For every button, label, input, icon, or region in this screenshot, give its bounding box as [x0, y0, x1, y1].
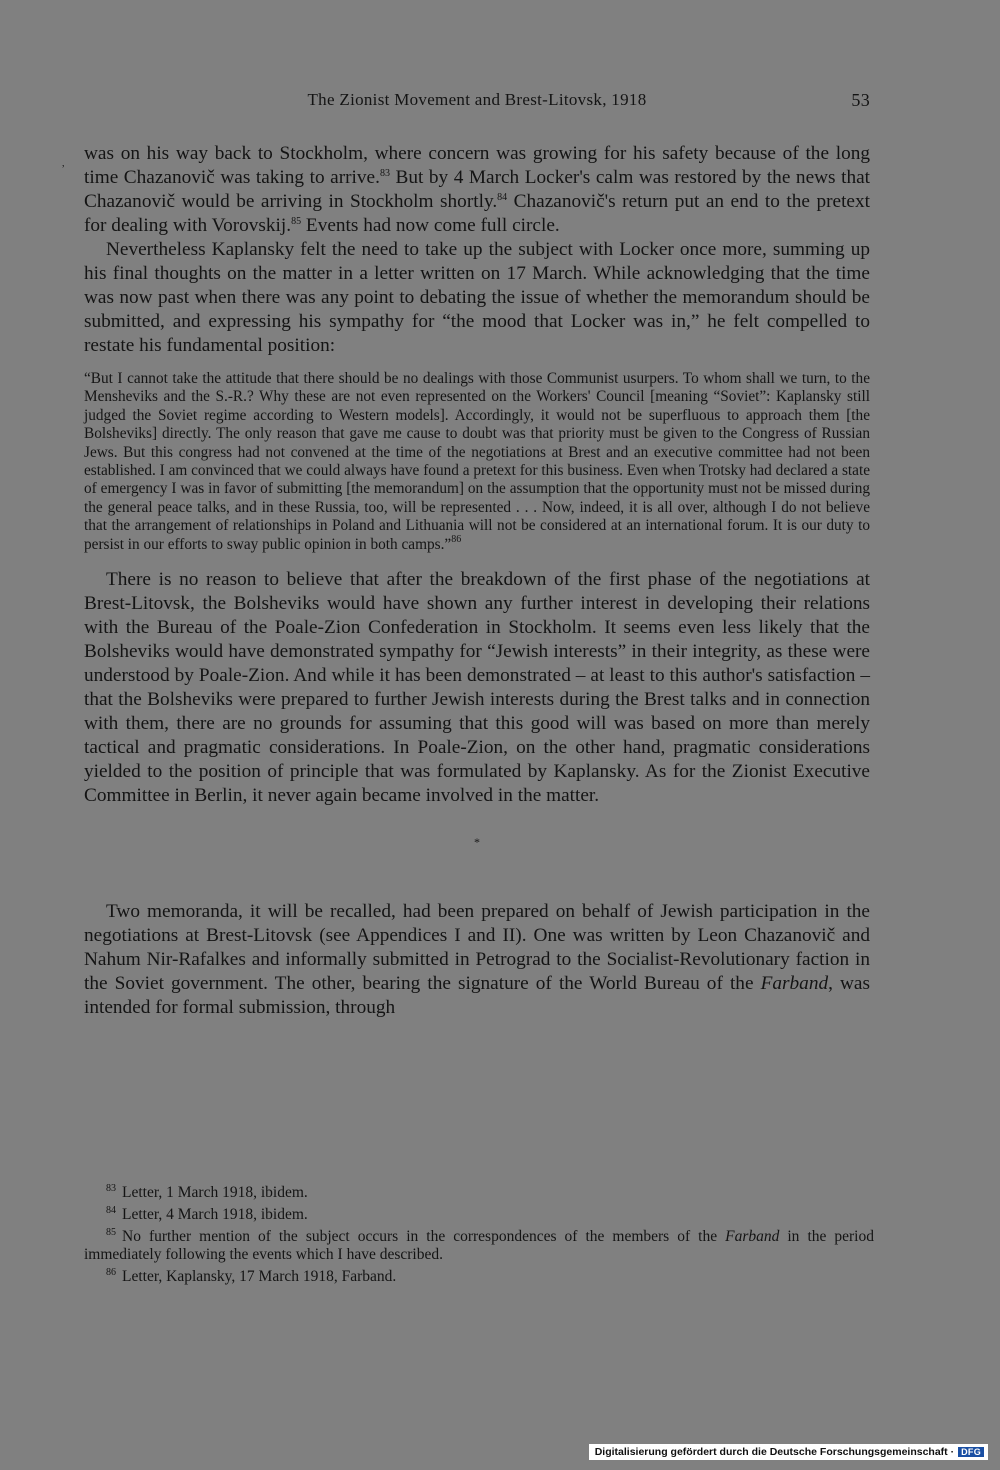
footnote-85 — [84, 1224, 874, 1264]
running-head — [84, 88, 870, 114]
dfg-banner — [589, 1444, 988, 1460]
section-separator: * — [474, 835, 480, 850]
running-title: The Zionist Movement and Brest-Litovsk, 1918 — [307, 90, 647, 109]
footnote-ref-86: 86 — [451, 533, 462, 545]
quote-text: “But I cannot take the attitude that there should be no dealings with those Communist usurpers. To whom shall we turn, to the Mensheviks and the S.-R.? Why these are not even represented on the Workers' Council [meaning “Soviet”: Kaplansky still judged the Soviet regime according to Western models]. Accordingly, it would not be superfluous to approach them [the Bolsheviks] directly. The only reason that gave me cause to doubt was that priority must be given to the Congress of Russian Jews. But this congress had not convened at the time of the negotiations at Brest and an executive committee had not been established. I am convinced that we could always have found a pretext for this business. Even when Trotsky had declared a state of emergency I was in favor of submitting [the memorandum] on the assumption that the opportunity must not be missed during the general peace talks, and in these Russia, too, will be represented . . . Now, indeed, it is all over, although I do not believe that the arrangement of relationships in Poland and Lithuania will not be considered at an international forum. It is our duty to persist in our efforts to sway public opinion in both camps.” — [84, 370, 870, 553]
page-number: 53 — [851, 90, 870, 110]
footnote-86 — [84, 1264, 874, 1286]
text-run: But by 4 March Locker's calm was restored by the news that Chazanovič would be arriving in Stockholm shortly. — [84, 167, 871, 212]
paragraph-4 — [84, 900, 870, 1020]
footnote-84 — [84, 1202, 874, 1224]
footnote-number: 86 — [106, 1267, 116, 1278]
dfg-logo: DFG — [958, 1447, 984, 1457]
footnote-text: Letter, 1 March 1918, ibidem. — [122, 1184, 308, 1201]
footnote-ref-83: 83 — [379, 168, 390, 179]
body-text — [84, 142, 870, 1020]
footnote-text: No further mention of the subject occurs in the correspondences of the members of the — [122, 1228, 726, 1245]
banner-text: Digitalisierung gefördert durch die Deutsche Forschungsgemeinschaft · — [594, 1446, 955, 1458]
footnote-83 — [84, 1180, 874, 1202]
footnote-ref-84: 84 — [497, 192, 508, 203]
footnote-number: 84 — [106, 1205, 116, 1216]
text-run: was on his way back to Stockholm, where concern was growing for his safety because of the long time Chazanovič was taking to arrive. — [84, 143, 870, 188]
italic-term: Farband — [760, 973, 829, 995]
text-run: , was intended for formal submission, through — [84, 973, 870, 1019]
block-quote — [84, 370, 870, 554]
text-run: Events had now come full circle. — [301, 215, 560, 236]
paragraph-3: There is no reason to believe that after the breakdown of the first phase of the negotiations at Brest-Litovsk, the Bolsheviks would have shown any further interest in developing their relations with the Bureau of the Poale-Zion Confederation in Stockholm. It seems even less likely that the Bolsheviks would have demonstrated sympathy for “Jewish interests” in their integrity, as these were understood by Poale-Zion. And while it has been demonstrated – at least to this author's satisfaction – that the Bolsheviks were prepared to further Jewish interests during the Brest talks and in connection with them, there are no grounds for assuming that this good will was based on more than merely tactical and pragmatic considerations. In Poale-Zion, on the other hand, pragmatic considerations yielded to the position of principle that was formulated by Kaplansky. As for the Zionist Executive Committee in Berlin, it never again became involved in the matter. — [84, 569, 870, 807]
footnotes — [84, 1180, 874, 1286]
text-run: Chazanovič's return put an end to the pretext for dealing with Vorovskij. — [84, 191, 870, 236]
footnote-text: Letter, Kaplansky, 17 March 1918, Farband. — [122, 1268, 397, 1285]
paragraph-2: Nevertheless Kaplansky felt the need to take up the subject with Locker once more, summing up his final thoughts on the matter in a letter written on 17 March. While acknowledging that the time was now past when there was any point to debating the issue of whether the memorandum should be submitted, and expressing his sympathy for “the mood that Locker was in,” he felt compelled to restate his fundamental position: — [84, 239, 870, 356]
footnote-number: 85 — [106, 1227, 116, 1238]
text-run: Two memoranda, it will be recalled, had been prepared on behalf of Jewish participation in the negotiations at Brest-Litovsk (see Appendices I and II). One was written by Leon Chazanovič and Nahum Nir-Rafalkes and informally submitted in Petrograd to the Socialist-Revolutionary faction in the Soviet government. The other, bearing the signature of the World Bureau of the — [84, 901, 870, 995]
margin-mark: , — [62, 158, 65, 169]
footnote-number: 83 — [106, 1183, 116, 1194]
footnote-text: Letter, 4 March 1918, ibidem. — [122, 1206, 308, 1223]
paragraph-1 — [84, 142, 870, 238]
italic-term: Farband — [725, 1228, 780, 1245]
footnote-ref-85: 85 — [291, 216, 302, 227]
footnote-text: in the period immediately following the events which I have described. — [84, 1228, 874, 1263]
